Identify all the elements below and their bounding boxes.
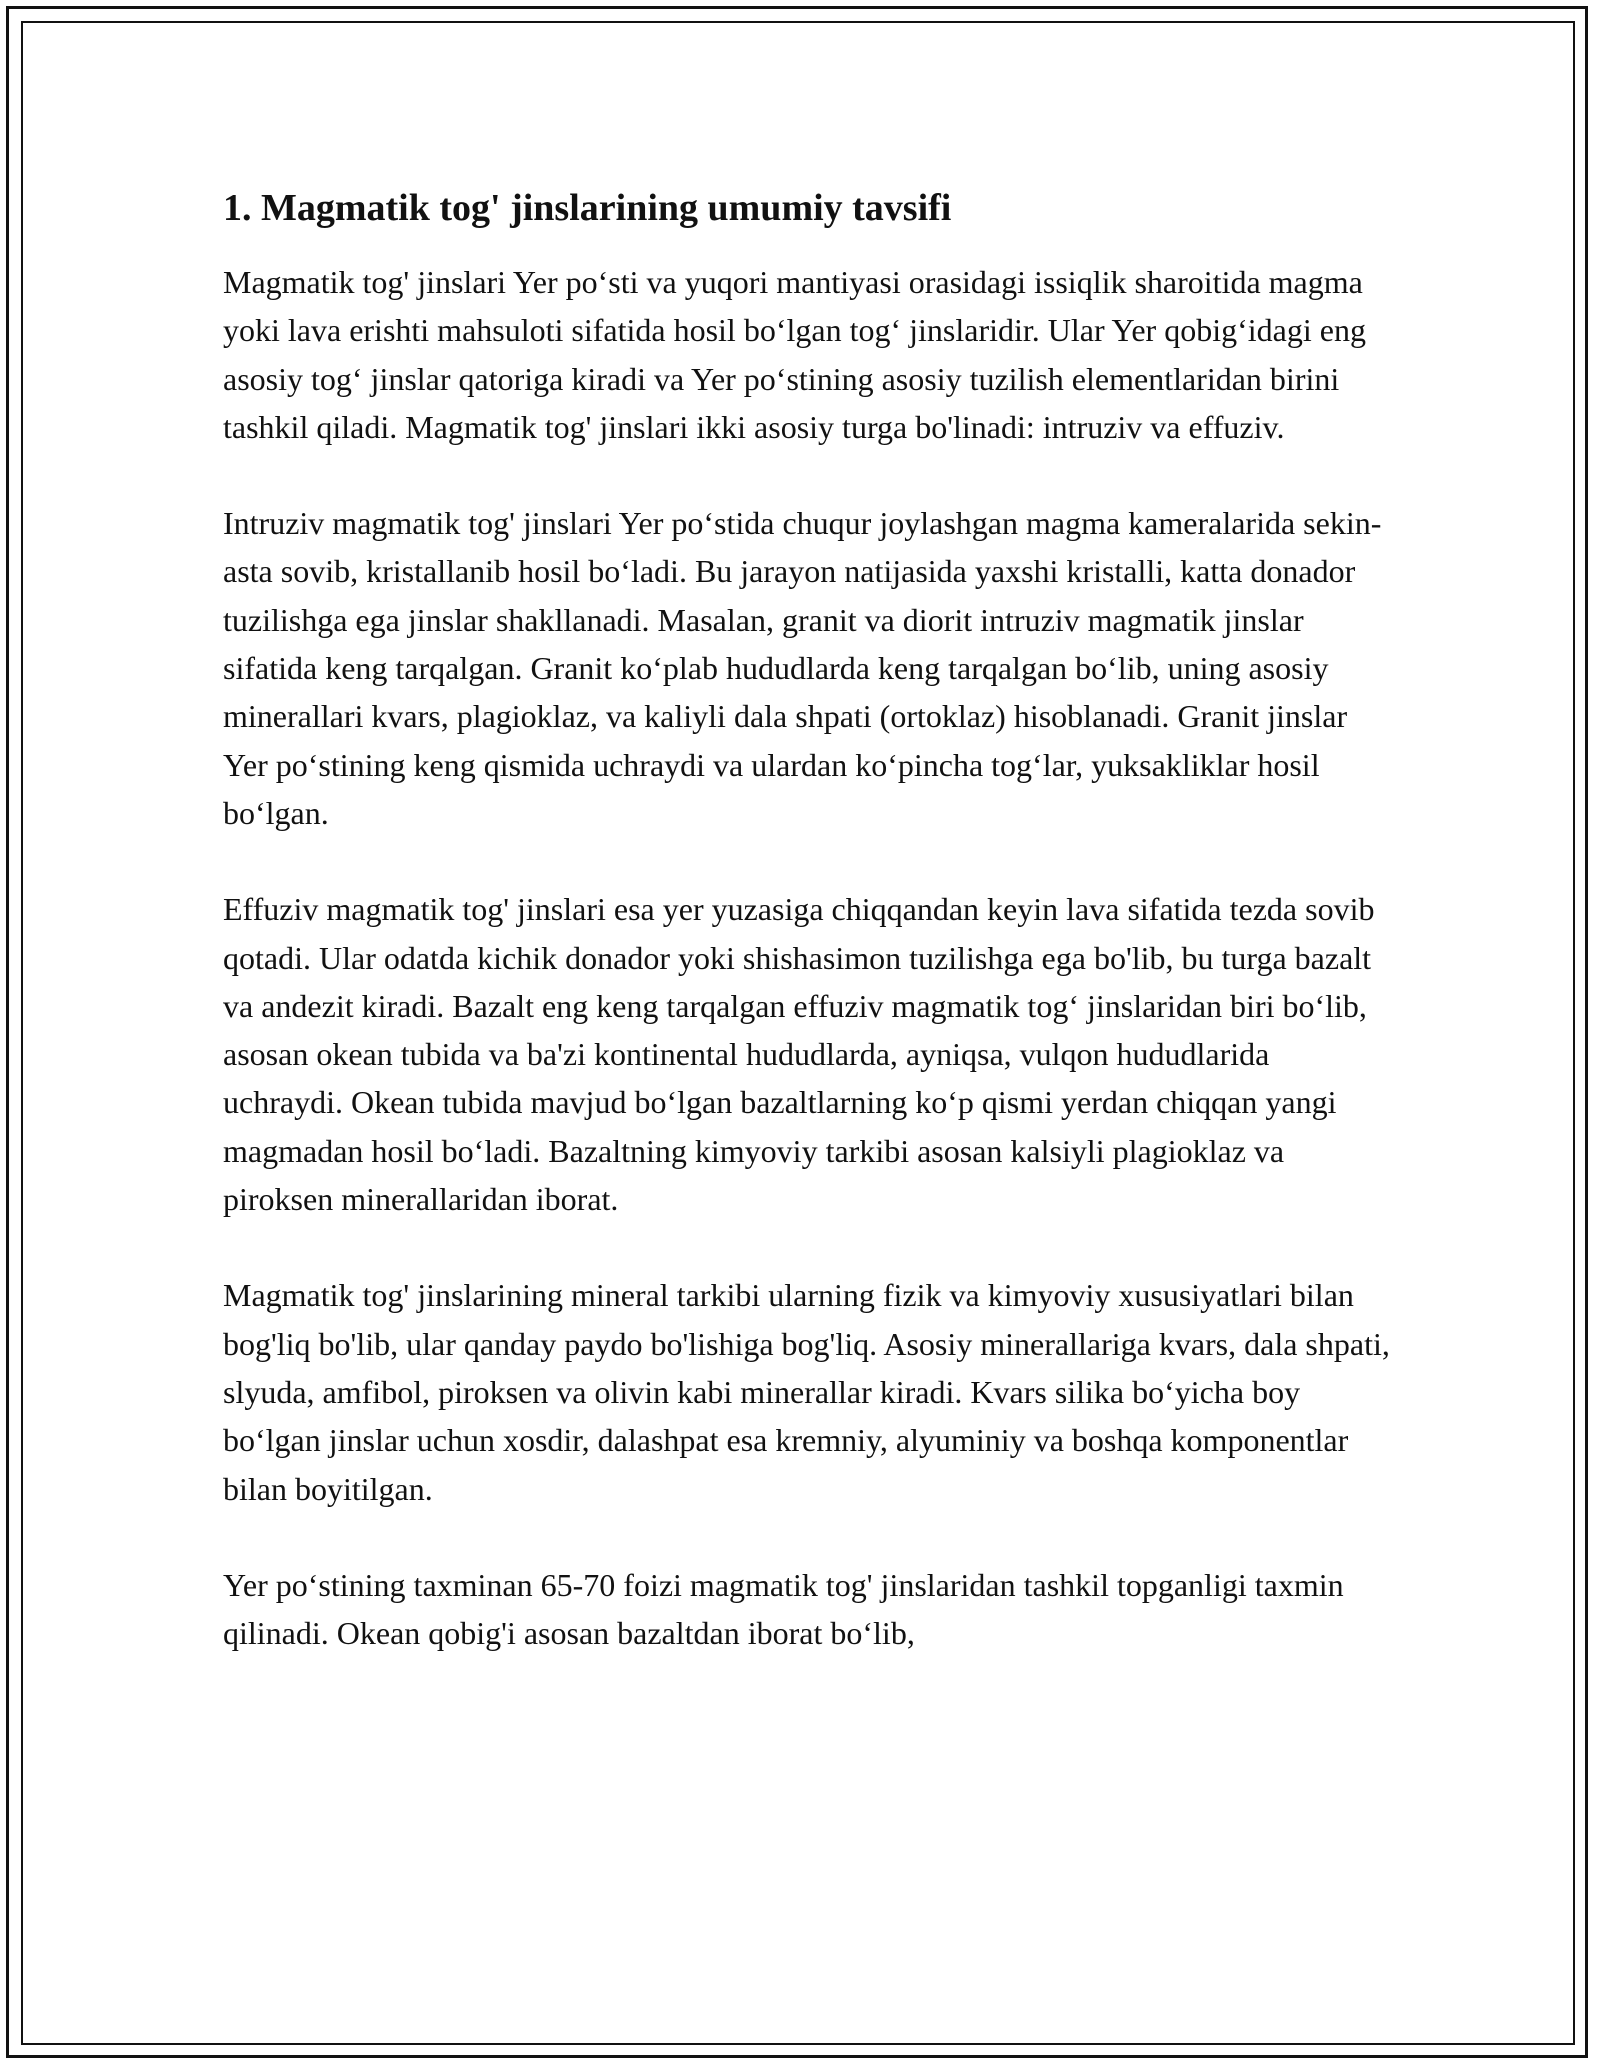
paragraph-effusive-rocks: Effuziv magmatik tog' jinslari esa yer yuzasiga chiqqandan keyin lava sifatida tezda sovib qotadi. Ular odatda kichik donador yoki shishasimon tuzilishga ega bo'lib, bu turga bazalt va andezit kiradi. Bazalt eng keng tarqalgan effuziv magmatik tog‘ jinslaridan biri bo‘lib, asosan okean tubida va ba'zi kontinental hududlarda, ayniqsa, vulqon hududlarida uchraydi. Okean tubida mavjud bo‘lgan bazaltlarning ko‘p qismi yerdan chiqqan yangi magmadan hosil bo‘ladi. Bazaltning kimyoviy tarkibi asosan kalsiyli plagioklaz va piroksen minerallaridan iborat. [223,891,1375,1218]
paragraph-crust-share: Yer po‘stining taxminan 65-70 foizi magmatik tog' jinslaridan tashkil topganligi taxmin qilinadi. Okean qobig'i asosan bazaltdan iborat bo‘lib, [223,1566,1344,1652]
paragraph-mineral-composition: Magmatik tog' jinslarining mineral tarkibi ularning fizik va kimyoviy xususiyatlari bilan bog'liq bo'lib, ular qanday paydo bo'lishiga bog'liq. Asosiy minerallariga kvars, dala shpati, slyuda, amfibol, piroksen va olivin kabi minerallar kiradi. Kvars silika bo‘yicha boy bo‘lgan jinslar uchun xosdir, dalashpat esa kremniy, alyuminiy va boshqa komponentlar bilan boyitilgan. [223,1277,1390,1507]
section-heading: 1. Magmatik tog' jinslarining umumiy tavsifi [223,187,952,229]
paragraph-magmatic-overview: Magmatik tog' jinslari Yer po‘sti va yuqori mantiyasi orasidagi issiqlik sharoitida magma yoki lava erishti mahsuloti sifatida hosil bo‘lgan tog‘ jinslaridir. Ular Yer qobig‘idagi eng asosiy tog‘ jinslar qatoriga kiradi va Yer po‘stining asosiy tuzilish elementlaridan birini tashkil qiladi. Magmatik tog' jinslari ikki asosiy turga bo'linadi: intruziv va effuziv. [223,264,1366,445]
document-content [223,180,1393,1657]
paragraph-intrusive-rocks: Intruziv magmatik tog' jinslari Yer po‘stida chuqur joylashgan magma kameralarida sekin-asta sovib, kristallanib hosil bo‘ladi. Bu jarayon natijasida yaxshi kristalli, katta donador tuzilishga ega jinslar shakllanadi. Masalan, granit va diorit intruziv magmatik jinslar sifatida keng tarqalgan. Granit ko‘plab hududlarda keng tarqalgan bo‘lib, uning asosiy minerallari kvars, plagioklaz, va kaliyli dala shpati (ortoklaz) hisoblanadi. Granit jinslar Yer po‘stining keng qismida uchraydi va ulardan ko‘pincha tog‘lar, yuksakliklar hosil bo‘lgan. [223,505,1382,831]
